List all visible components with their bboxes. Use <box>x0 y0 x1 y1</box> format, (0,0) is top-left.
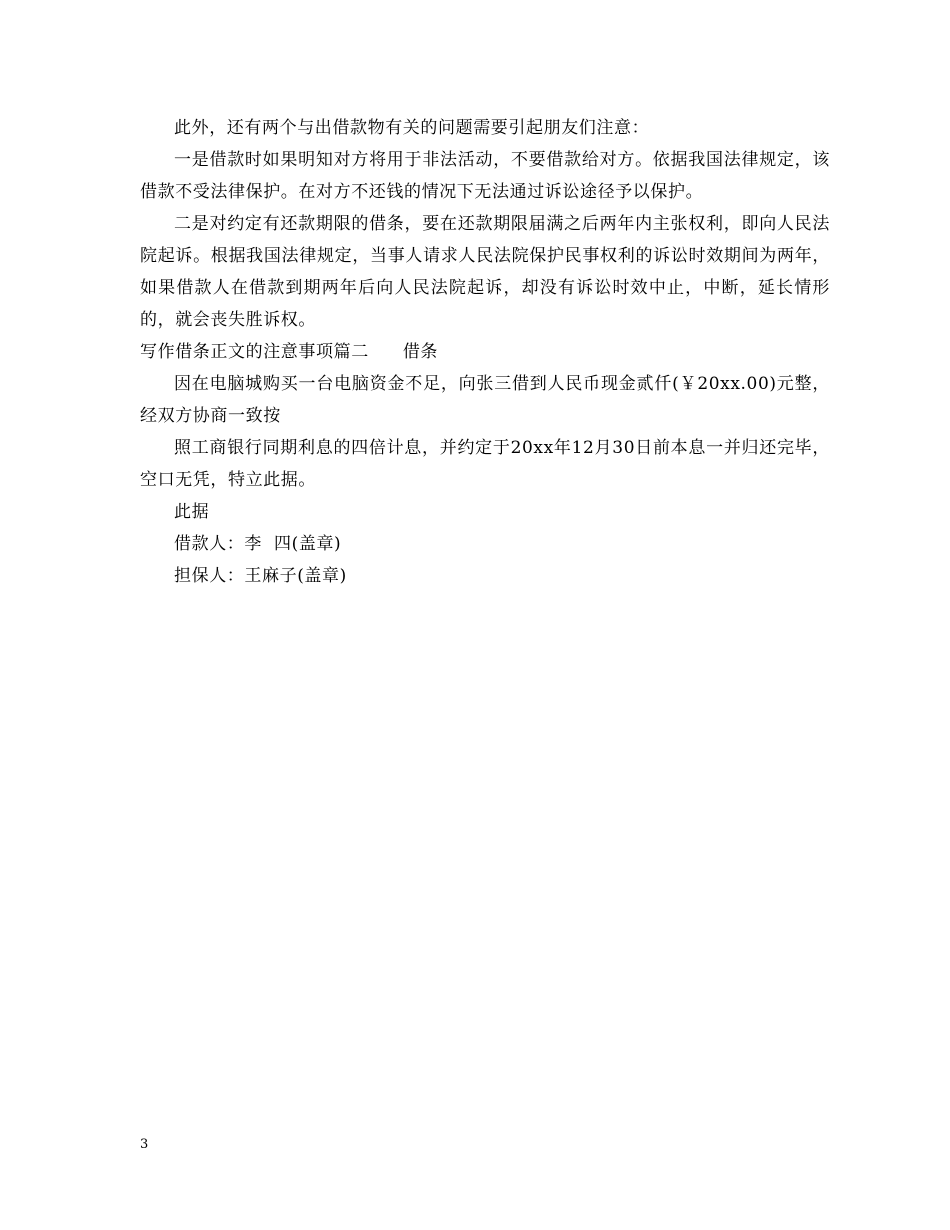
section-heading: 写作借条正文的注意事项篇二 <box>140 342 369 362</box>
page-number: 3 <box>140 1137 149 1152</box>
note-paragraph-2: 照工商银行同期利息的四倍计息，并约定于20xx年12月30日前本息一并归还完毕，空口无凭，特立此据。 <box>140 438 830 490</box>
note-title: 借条 <box>402 342 439 362</box>
borrower-signature: 借款人：李 四(盖章) <box>174 534 342 554</box>
paragraph-point-one: 一是借款时如果明知对方将用于非法活动，不要借款给对方。依据我国法律规定，该借款不受法律保护。在对方不还钱的情况下无法通过诉讼途径予以保护。 <box>140 150 830 202</box>
paragraph-point-two: 二是对约定有还款期限的借条，要在还款期限届满之后两年内主张权利，即向人民法院起诉。根据我国法律规定，当事人请求人民法院保护民事权利的诉讼时效期间为两年，如果借款人在借款到期两年后向人民法院起诉，却没有诉讼时效中止，中断，延长情形的，就会丧失胜诉权。 <box>140 214 830 330</box>
guarantor-signature: 担保人：王麻子(盖章) <box>174 566 347 586</box>
note-paragraph-1: 因在电脑城购买一台电脑资金不足，向张三借到人民币现金贰仟(￥20xx.00)元整，经双方协商一致按 <box>140 374 830 426</box>
section-heading-line <box>140 336 830 368</box>
paragraph-intro: 此外，还有两个与出借款物有关的问题需要引起朋友们注意： <box>174 118 650 138</box>
document-body <box>140 112 830 592</box>
closing-line: 此据 <box>174 502 210 522</box>
